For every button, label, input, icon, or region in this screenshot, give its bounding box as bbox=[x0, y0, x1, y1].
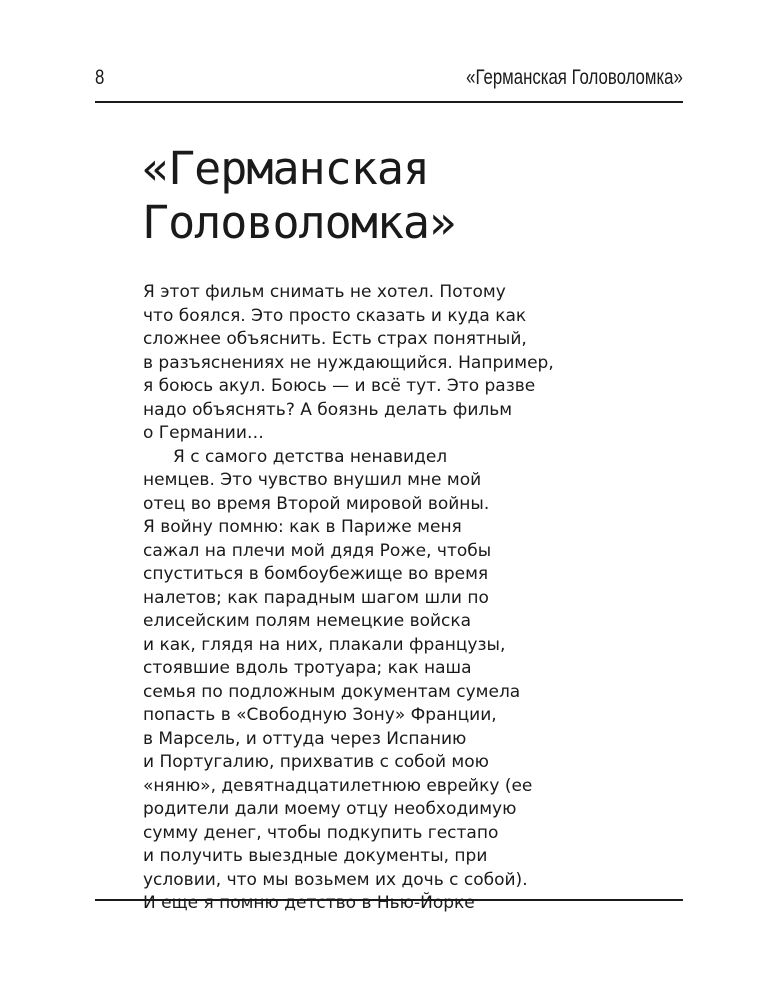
paragraph-start-line: Я с самого детства ненавидел bbox=[173, 446, 448, 467]
text-line: и получить выездные документы, при bbox=[143, 846, 488, 866]
text-line: семья по подложным документам сумела bbox=[143, 681, 521, 702]
text-line: сумму денег, чтобы подкупить гестапо bbox=[143, 822, 499, 843]
text-line: и как, глядя на них, плакали французы, bbox=[143, 634, 506, 655]
text-line: надо объяснять? А боязнь делать фильм bbox=[143, 399, 513, 420]
text-line: сложнее объяснить. Есть страх понятный, bbox=[143, 329, 527, 349]
text-line: «няню», девятнадцатилетнюю еврейку (ее bbox=[143, 775, 533, 796]
footer-rule bbox=[95, 899, 683, 901]
text-line: условии, что мы возьмем их дочь с собой). bbox=[143, 869, 528, 890]
text-line: И еще я помню детство в Нью-Йорке bbox=[143, 893, 475, 913]
text-line: я боюсь акул. Боюсь — и всё тут. Это разве bbox=[143, 376, 536, 396]
chapter-title bbox=[142, 142, 455, 250]
text-line: Я войну помню: как в Париже меня bbox=[143, 517, 462, 537]
text-line: налетов; как парадным шагом шли по bbox=[143, 587, 489, 608]
text-line: Я этот фильм снимать не хотел. Потому bbox=[143, 282, 506, 302]
text-line: сажал на плечи мой дядя Роже, чтобы bbox=[143, 540, 492, 561]
text-line: о Германии… bbox=[143, 423, 264, 443]
chapter-title-line-2: Головоломка» bbox=[142, 196, 456, 249]
text-line: елисейским полям немецкие войска bbox=[143, 611, 472, 631]
page-number: 8 bbox=[95, 66, 105, 89]
text-line: что боялся. Это просто сказать и куда как bbox=[143, 305, 527, 326]
text-line: отец во время Второй мировой войны. bbox=[143, 493, 490, 514]
text-line: стоявшие вдоль тротуара; как наша bbox=[143, 658, 472, 678]
running-header bbox=[95, 62, 683, 96]
text-line: родители дали моему отцу необходимую bbox=[143, 799, 517, 819]
text-line: спуститься в бомбоубежище во время bbox=[143, 564, 489, 584]
body-text bbox=[143, 281, 554, 916]
text-line: немцев. Это чувство внушил мне мой bbox=[143, 470, 482, 490]
running-title: «Германская Головоломка» bbox=[466, 66, 683, 89]
text-line: попасть в «Свободную Зону» Франции, bbox=[143, 705, 497, 725]
text-line: и Португалию, прихватив с собой мою bbox=[143, 752, 489, 772]
chapter-title-line-1: «Германская bbox=[142, 142, 430, 195]
text-line: в Марсель, и оттуда через Испанию bbox=[143, 728, 467, 749]
text-line: в разъяснениях не нуждающийся. Например, bbox=[143, 352, 554, 373]
header-rule bbox=[95, 101, 683, 103]
